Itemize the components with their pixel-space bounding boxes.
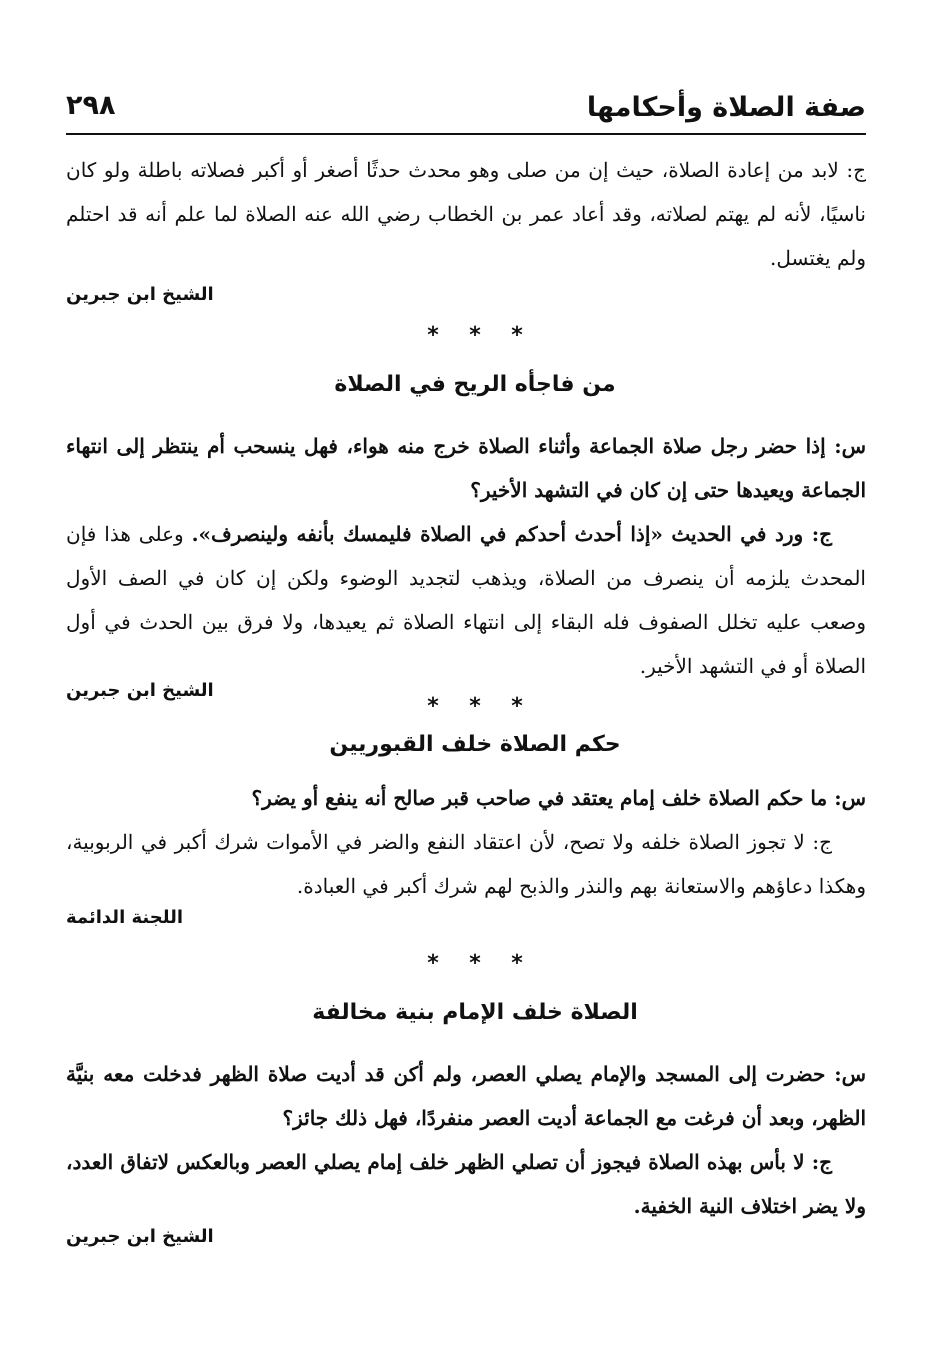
- signature-2: الشيخ ابن جبرين: [66, 680, 214, 701]
- answer-text: وعلى هذا فإن المحدث يلزمه أن ينصرف من الصلاة، ويذهب لتجديد الوضوء ولكن إن كان في الصف الأول وصعب عليه تخلل الصفوف فله البقاء إلى انتهاء الصلاة ثم يعيدها، ولا فرق بين الحدث في أول الصلاة أو في التشهد الأخير.: [66, 522, 866, 678]
- page-number: ٢٩٨: [66, 90, 116, 121]
- question-text: س: إذا حضر رجل صلاة الجماعة وأثناء الصلاة خرج منه هواء، فهل ينسحب أم ينتظر إلى انتهاء الجماعة ويعيدها حتى إن كان في التشهد الأخير؟: [66, 434, 866, 502]
- section-title-4: الصلاة خلف الإمام بنية مخالفة: [312, 1000, 638, 1025]
- section-title-2: من فاجأه الريح في الصلاة: [334, 372, 616, 397]
- question-text: س: ما حكم الصلاة خلف إمام يعتقد في صاحب قبر صالح أنه ينفع أو يضر؟: [251, 786, 866, 810]
- section-separator-2: * * *: [427, 694, 523, 719]
- signature-1: الشيخ ابن جبرين: [66, 284, 214, 305]
- answer-entry-1: [66, 148, 866, 280]
- section-separator-1: * * *: [427, 323, 523, 348]
- signature-3: اللجنة الدائمة: [66, 907, 184, 928]
- header-divider: [66, 133, 866, 135]
- hadith-quote: ورد في الحديث «إذا أحدث أحدكم في الصلاة فليمسك بأنفه ولينصرف».: [191, 522, 804, 546]
- question-text: س: حضرت إلى المسجد والإمام يصلي العصر، ولم أكن قد أديت صلاة الظهر فدخلت معه بنيَّة الظهر، وبعد أن فرغت مع الجماعة أديت العصر منفردًا، فهل ذلك جائز؟: [66, 1062, 866, 1130]
- answer-text: ج: لابد من إعادة الصلاة، حيث إن من صلى وهو محدث حدثًا أصغر أو أكبر فصلاته باطلة ولو كان ناسيًا، لأنه لم يهتم لصلاته، وقد أعاد عمر بن الخطاب رضي الله عنه الصلاة لما علم أنه قد احتلم ولم يغتسل.: [66, 158, 866, 270]
- section-title-3: حكم الصلاة خلف القبوريين: [329, 732, 621, 757]
- answer-text: ج: لا بأس بهذه الصلاة فيجوز أن تصلي الظهر خلف إمام يصلي العصر وبالعكس لاتفاق العدد، ولا يضر اختلاف النية الخفية.: [66, 1150, 866, 1218]
- signature-4: الشيخ ابن جبرين: [66, 1226, 214, 1247]
- answer-paragraph: [66, 512, 866, 688]
- section-4-body: [66, 1052, 866, 1228]
- section-2-body: [66, 424, 866, 688]
- page-header: [66, 90, 866, 130]
- answer-label: ج:: [803, 522, 832, 546]
- section-3-body: [66, 776, 866, 908]
- running-title: صفة الصلاة وأحكامها: [586, 92, 866, 123]
- answer-text: ج: لا تجوز الصلاة خلفه ولا تصح، لأن اعتقاد النفع والضر في الأموات شرك أكبر في الربوبية، وهكذا دعاؤهم والاستعانة بهم والنذر والذبح لهم شرك أكبر في العبادة.: [66, 830, 866, 898]
- section-separator-3: * * *: [427, 951, 523, 976]
